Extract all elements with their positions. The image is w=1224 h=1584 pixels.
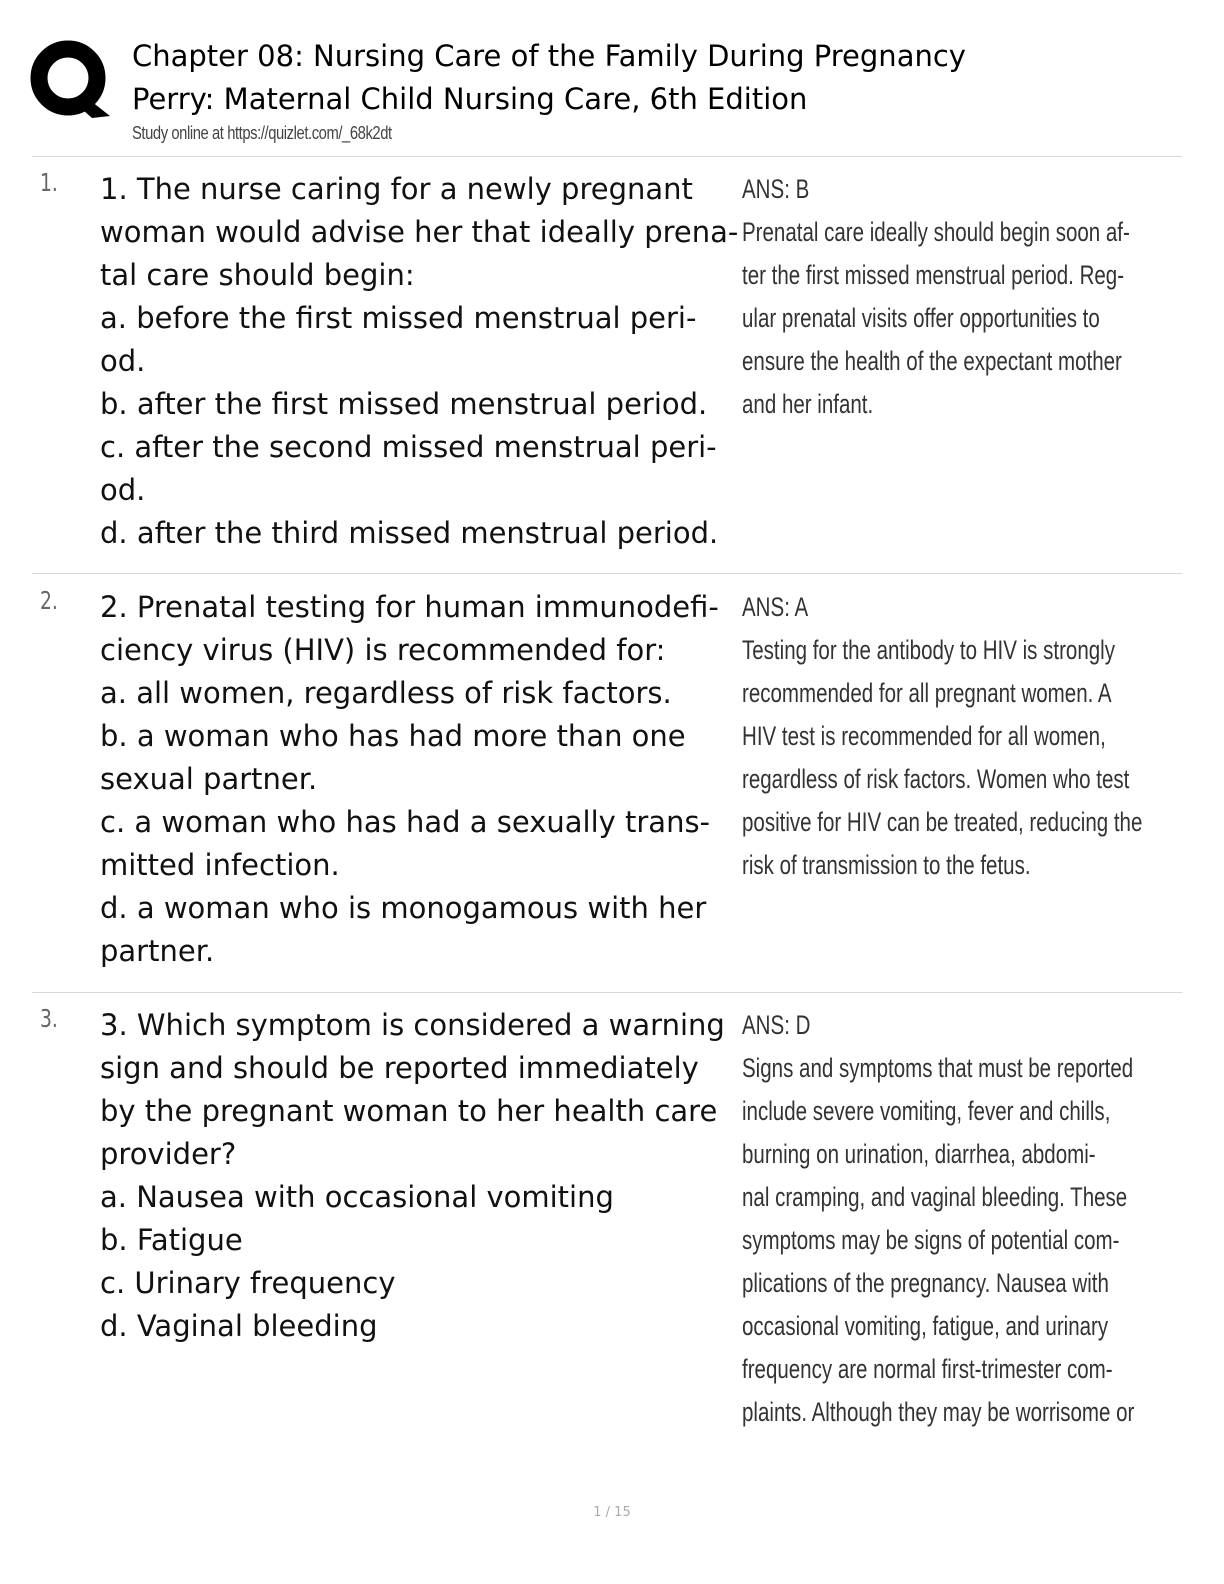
answer-line: include severe vomiting, fever and chills,: [742, 1096, 1111, 1126]
question-line: a. all women, regardless of risk factors.: [100, 676, 672, 710]
answer-line: plaints. Although they may be worrisome or: [742, 1397, 1135, 1427]
answer-line: occasional vomiting, fatigue, and urinary: [742, 1311, 1109, 1341]
divider: [32, 573, 1182, 574]
question-number: 3.: [40, 1004, 58, 1033]
answer-line: Prenatal care ideally should begin soon af-: [742, 217, 1130, 247]
question-line: c. Urinary frequency: [100, 1266, 396, 1300]
question-line: by the pregnant woman to her health care: [100, 1094, 718, 1128]
question-line: a. Nausea with occasional vomiting: [100, 1180, 614, 1214]
answer-line: frequency are normal first-trimester com-: [742, 1354, 1113, 1384]
answer-line: ANS: A: [742, 592, 809, 622]
question-line: od.: [100, 344, 146, 378]
question-line: b. a woman who has had more than one: [100, 719, 686, 753]
question-text: [100, 1004, 740, 1348]
question-line: b. after the first missed menstrual period.: [100, 387, 708, 421]
page-number: 1 / 15: [593, 1505, 631, 1520]
question-number: 1.: [40, 168, 58, 197]
answer-text: [742, 168, 1168, 426]
question-line: sign and should be reported immediately: [100, 1051, 699, 1085]
answer-line: ANS: D: [742, 1010, 811, 1040]
question-text: [100, 586, 740, 973]
question-line: 1. The nurse caring for a newly pregnant: [100, 172, 693, 206]
question-line: c. a woman who has had a sexually trans-: [100, 805, 711, 839]
question-line: partner.: [100, 934, 215, 968]
question-line: provider?: [100, 1137, 237, 1171]
document-subtitle: Perry: Maternal Child Nursing Care, 6th Edition: [132, 82, 808, 116]
answer-line: HIV test is recommended for all women,: [742, 721, 1106, 751]
question-line: c. after the second missed menstrual peri-: [100, 430, 717, 464]
question-line: tal care should begin:: [100, 258, 415, 292]
question-line: d. Vaginal bleeding: [100, 1309, 378, 1343]
answer-line: regardless of risk factors. Women who test: [742, 764, 1130, 794]
question-line: sexual partner.: [100, 762, 318, 796]
answer-line: Testing for the antibody to HIV is strongly: [742, 635, 1115, 665]
answer-text: [742, 586, 1168, 887]
answer-line: nal cramping, and vaginal bleeding. These: [742, 1182, 1128, 1212]
question-line: b. Fatigue: [100, 1223, 243, 1257]
question-line: 2. Prenatal testing for human immunodefi-: [100, 590, 719, 624]
question-line: d. after the third missed menstrual period.: [100, 516, 719, 550]
question-line: a. before the first missed menstrual peri-: [100, 301, 697, 335]
question-number: 2.: [40, 586, 58, 615]
question-text: [100, 168, 740, 555]
study-link[interactable]: Study online at https://quizlet.com/_68k2dt: [132, 123, 392, 143]
question-line: d. a woman who is monogamous with her: [100, 891, 707, 925]
page-header: [0, 0, 1224, 160]
answer-line: ular prenatal visits offer opportunities to: [742, 303, 1100, 333]
answer-line: ensure the health of the expectant mother: [742, 346, 1122, 376]
question-line: ciency virus (HIV) is recommended for:: [100, 633, 666, 667]
answer-line: burning on urination, diarrhea, abdomi-: [742, 1139, 1096, 1169]
divider: [32, 156, 1182, 157]
answer-line: Signs and symptoms that must be reported: [742, 1053, 1134, 1083]
question-line: od.: [100, 473, 146, 507]
answer-line: symptoms may be signs of potential com-: [742, 1225, 1120, 1255]
answer-line: ANS: B: [742, 174, 810, 204]
answer-line: recommended for all pregnant women. A: [742, 678, 1112, 708]
answer-line: positive for HIV can be treated, reducing the: [742, 807, 1143, 837]
answer-line: ter the first missed menstrual period. Reg-: [742, 260, 1125, 290]
answer-text: [742, 1004, 1168, 1434]
answer-line: risk of transmission to the fetus.: [742, 850, 1031, 880]
document-title: Chapter 08: Nursing Care of the Family During Pregnancy: [132, 39, 966, 73]
question-line: 3. Which symptom is considered a warning: [100, 1008, 725, 1042]
question-line: mitted infection.: [100, 848, 340, 882]
answer-line: and her infant.: [742, 389, 874, 419]
question-line: woman would advise her that ideally prena-: [100, 215, 739, 249]
divider: [32, 992, 1182, 993]
answer-line: plications of the pregnancy. Nausea with: [742, 1268, 1109, 1298]
quizlet-logo-icon: [30, 36, 114, 120]
